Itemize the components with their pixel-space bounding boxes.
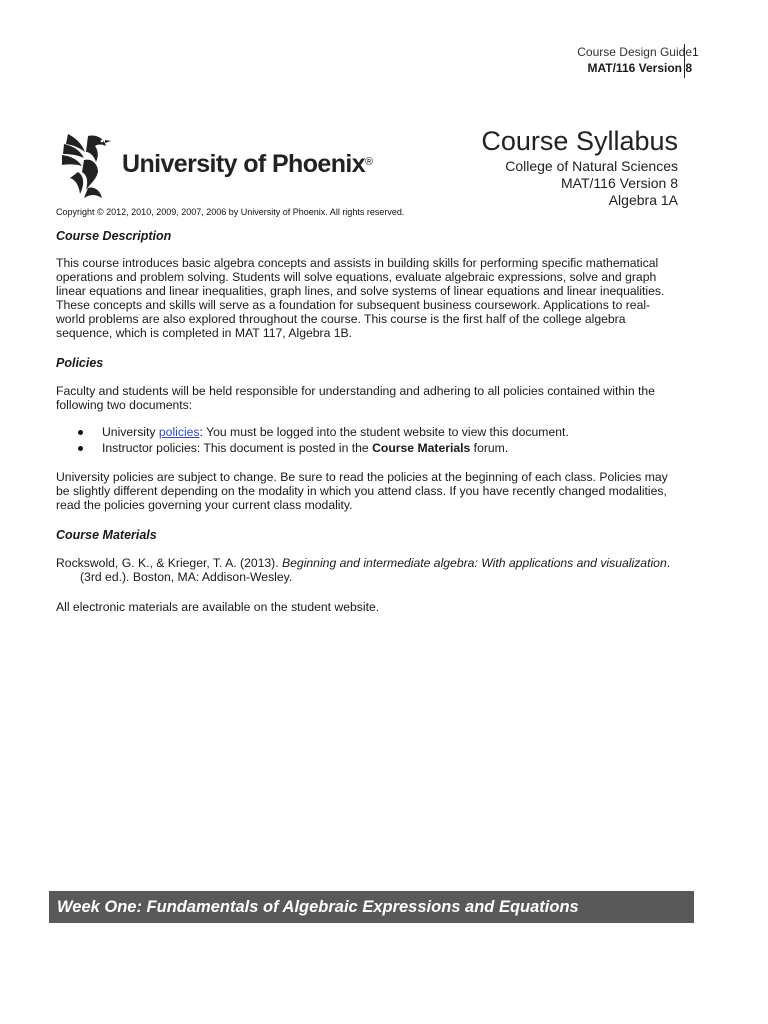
- textbook-reference: Rockswold, G. K., & Krieger, T. A. (2013). Beginning and intermediate algebra: With applications and visualization. (3rd ed.). Boston, MA: Addison-Wesley.: [56, 556, 671, 584]
- list-item: Instructor policies: This document is posted in the Course Materials forum.: [102, 440, 678, 456]
- running-header: [577, 44, 692, 76]
- university-logo: [58, 128, 373, 202]
- page-number: 1: [684, 44, 704, 78]
- logo-wordmark: University of Phoenix®: [122, 150, 373, 178]
- policies-note: University policies are subject to change. Be sure to read the policies at the beginning of each class. Policies may be slightly different depending on the modality in which you attend class. If you have recently changed modalities, read the policies governing your current class modality.: [56, 470, 668, 512]
- document-title: Course Syllabus: [481, 126, 678, 156]
- header-guide-label: Course Design Guide: [577, 45, 692, 59]
- course-description-body: This course introduces basic algebra concepts and assists in building skills for performing specific mathematical operations and problem solving. Students will solve equations, evaluate algebraic expressions, solve and graph linear equations and linear inequalities, graph lines, and solve systems of linear equations and linear inequalities. These concepts and skills will serve as a foundation for subsequent business coursework. Applications to real-world problems are also explored throughout the course. This course is the first half of the college algebra sequence, which is completed in MAT 117, Algebra 1B.: [56, 256, 665, 340]
- policies-list: [56, 424, 678, 456]
- list-item: University policies: You must be logged into the student website to view this document.: [102, 424, 678, 440]
- policies-heading: Policies: [56, 356, 104, 370]
- college-name: College of Natural Sciences: [505, 158, 678, 174]
- policies-intro: Faculty and students will be held responsible for understanding and adhering to all policies contained within the following two documents:: [56, 384, 655, 412]
- electronic-materials-note: All electronic materials are available on the student website.: [56, 600, 380, 614]
- phoenix-bird-icon: [58, 128, 120, 202]
- policies-link[interactable]: policies: [158, 425, 200, 439]
- syllabus-content: [56, 229, 678, 614]
- copyright-notice: Copyright © 2012, 2010, 2009, 2007, 2006 by University of Phoenix. All rights reserved.: [56, 207, 405, 217]
- course-description-heading: Course Description: [56, 229, 172, 243]
- syllabus-title-block: [481, 124, 678, 209]
- header-course-version: MAT/116 Version 8: [587, 61, 692, 75]
- week-one-banner: Week One: Fundamentals of Algebraic Expressions and Equations: [49, 891, 694, 923]
- course-subtitle: Algebra 1A: [608, 192, 678, 208]
- course-version: MAT/116 Version 8: [561, 175, 678, 191]
- course-materials-heading: Course Materials: [56, 528, 157, 542]
